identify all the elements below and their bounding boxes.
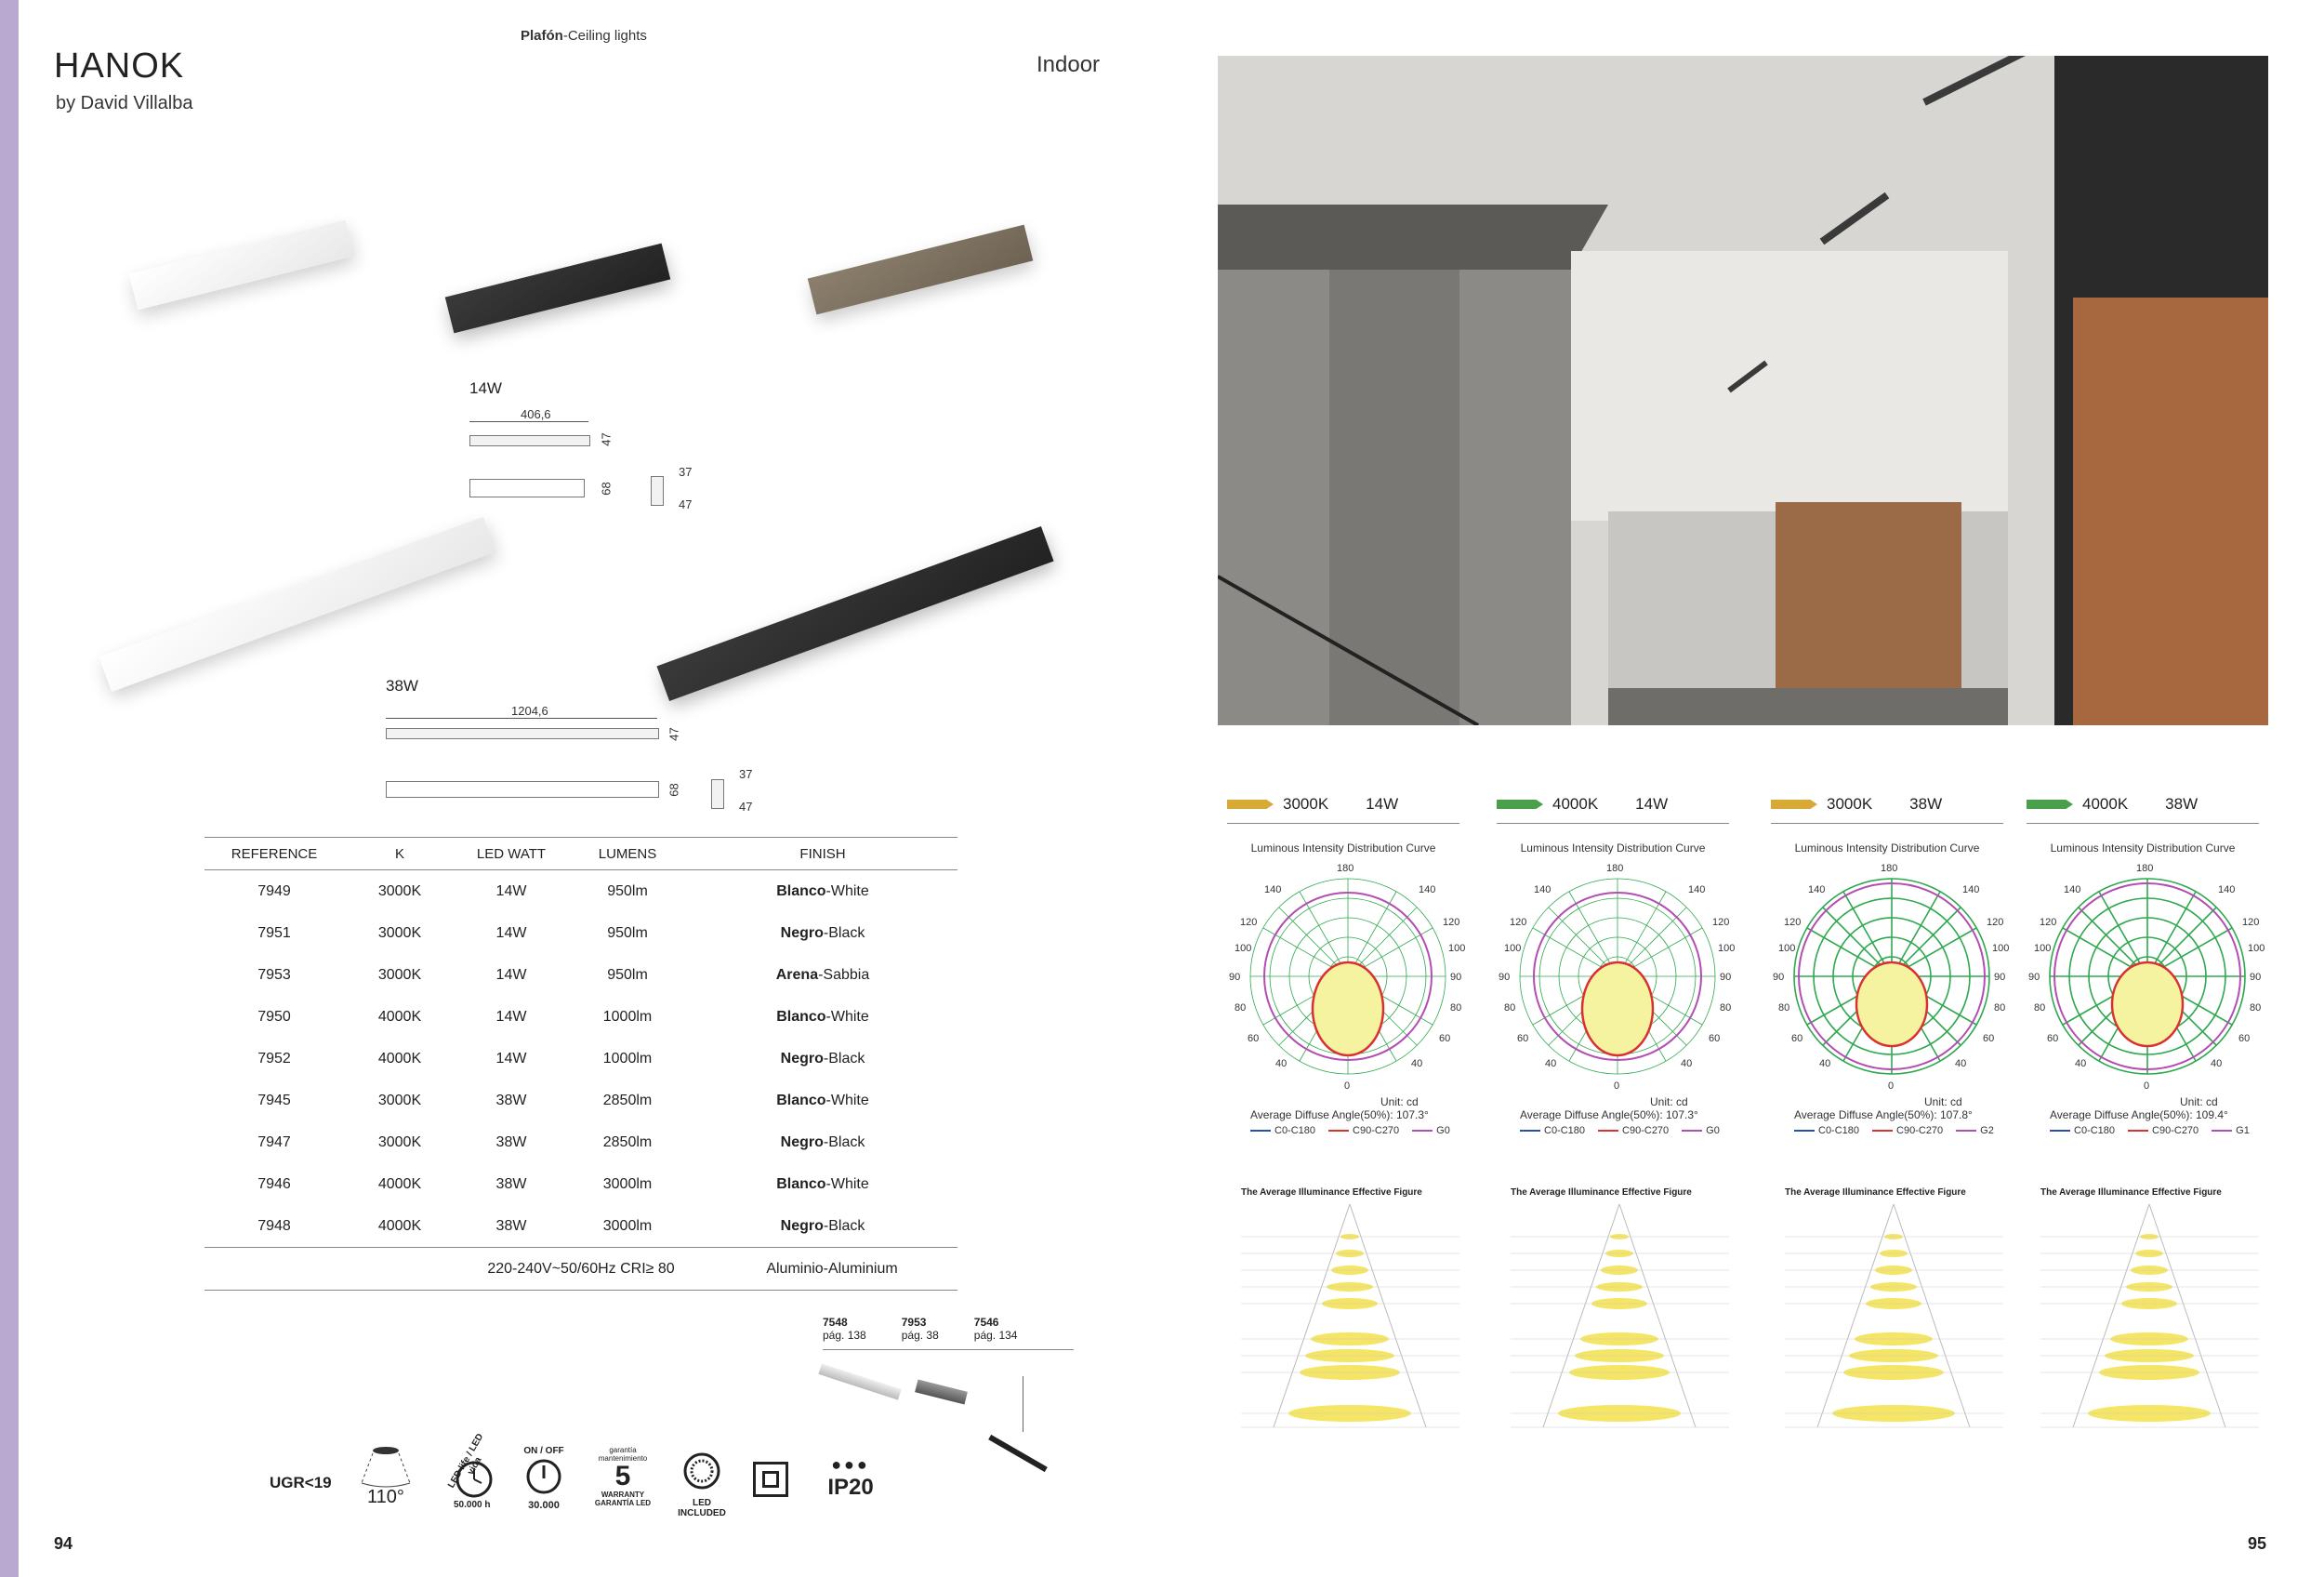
curve-title: Luminous Intensity Distribution Curve — [2050, 842, 2236, 855]
illuminance-figure — [1497, 1199, 1743, 1437]
class-ii-icon — [753, 1462, 788, 1497]
cell-finish: Negro-Black — [780, 1217, 865, 1234]
spec-header — [2027, 795, 2198, 814]
svg-text:0: 0 — [1344, 1080, 1351, 1092]
cell-reference: 7952 — [257, 1050, 291, 1067]
legend-item: C0-C180 — [1520, 1125, 1585, 1136]
svg-text:120: 120 — [1712, 917, 1730, 928]
illuminance-title: The Average Illuminance Effective Figure — [2040, 1187, 2222, 1198]
unit-label: Unit: cd — [1380, 1095, 1419, 1108]
drawing-38w-label: 38W — [386, 677, 418, 695]
cell-watt: 14W — [495, 882, 527, 899]
svg-text:40: 40 — [2211, 1058, 2223, 1069]
cell-watt: 38W — [495, 1133, 527, 1150]
page-number-right: 95 — [2248, 1534, 2267, 1553]
spec-header — [1771, 795, 1942, 814]
illuminance-figure — [1227, 1199, 1473, 1437]
cell-reference: 7947 — [257, 1133, 291, 1150]
svg-text:40: 40 — [2075, 1058, 2087, 1069]
cell-lumens: 3000lm — [602, 1175, 653, 1192]
curve-legend — [1250, 1125, 1450, 1136]
svg-text:100: 100 — [1504, 943, 1522, 954]
cell-watt: 14W — [495, 924, 527, 941]
curve-legend — [1794, 1125, 1994, 1136]
cell-watt: 38W — [495, 1217, 527, 1234]
svg-text:140: 140 — [2064, 884, 2081, 895]
curve-title: Luminous Intensity Distribution Curve — [1520, 842, 1706, 855]
cell-reference: 7945 — [257, 1092, 291, 1108]
svg-text:80: 80 — [1994, 1002, 2006, 1014]
legend-item: G1 — [2212, 1125, 2250, 1136]
related-item[interactable]: 7546 pág. 134 — [973, 1316, 1018, 1342]
cell-k: 4000K — [377, 1175, 422, 1192]
led-included-icon: LED INCLUDED — [669, 1449, 734, 1518]
svg-text:40: 40 — [1955, 1058, 1967, 1069]
cell-reference: 7949 — [257, 882, 291, 899]
spec-rule — [1497, 823, 1729, 824]
cell-lumens: 1000lm — [602, 1008, 653, 1025]
svg-text:120: 120 — [2242, 917, 2260, 928]
svg-text:0: 0 — [2144, 1080, 2150, 1092]
cell-k: 3000K — [377, 1092, 422, 1108]
cell-lumens: 950lm — [607, 966, 648, 983]
svg-text:120: 120 — [1987, 917, 2004, 928]
spec-header — [1227, 795, 1398, 814]
curve-legend — [2050, 1125, 2250, 1136]
average-angle: Average Diffuse Angle(50%): 107.8° — [1794, 1108, 1973, 1121]
cell-finish: Blanco-White — [776, 1175, 869, 1192]
spec-watt: 38W — [1909, 795, 1943, 813]
drawing-38w-side-w: 37 — [739, 767, 753, 781]
legend-item: C0-C180 — [2050, 1125, 2115, 1136]
svg-text:60: 60 — [2238, 1033, 2251, 1044]
led-life-icon: LED life / LED vida 50.000 h — [446, 1432, 491, 1510]
unit-label: Unit: cd — [2180, 1095, 2218, 1108]
svg-text:90: 90 — [1499, 972, 1511, 983]
cell-finish: Blanco-White — [776, 1092, 869, 1108]
svg-text:140: 140 — [1534, 884, 1552, 895]
related-image-7953 — [915, 1380, 968, 1405]
table-row — [205, 1080, 957, 1121]
drawing-14w-h1: 47 — [599, 432, 614, 446]
svg-text:80: 80 — [1504, 1002, 1516, 1014]
svg-text:100: 100 — [2034, 943, 2052, 954]
electrical-spec: 220-240V~50/60Hz CRI≥ 80 — [487, 1260, 675, 1277]
cell-finish: Blanco-White — [776, 1008, 869, 1025]
product-image-sand-small — [808, 225, 1034, 315]
cell-reference: 7951 — [257, 924, 291, 941]
category-label: Plafón-Ceiling lights — [521, 28, 647, 44]
page-number-left: 94 — [54, 1534, 73, 1553]
table-header — [205, 838, 957, 869]
illuminance-title: The Average Illuminance Effective Figure — [1511, 1187, 1692, 1198]
svg-text:180: 180 — [1337, 863, 1354, 874]
cell-lumens: 3000lm — [602, 1217, 653, 1234]
legend-item: G0 — [1682, 1125, 1720, 1136]
product-image-black-small — [445, 244, 671, 334]
svg-text:40: 40 — [1411, 1058, 1423, 1069]
curve-title: Luminous Intensity Distribution Curve — [1794, 842, 1980, 855]
header-finish: FINISH — [799, 845, 846, 862]
cell-finish: Blanco-White — [776, 882, 869, 899]
product-image-white-small — [129, 220, 355, 311]
table-row — [205, 1205, 957, 1247]
color-temperature-arrow — [1227, 800, 1274, 809]
cell-k: 3000K — [377, 924, 422, 941]
related-item[interactable]: 7548 pág. 138 — [823, 1316, 866, 1342]
ugr-label: UGR<19 — [270, 1474, 332, 1491]
svg-text:120: 120 — [1510, 917, 1527, 928]
cell-k: 4000K — [377, 1050, 422, 1067]
cell-lumens: 2850lm — [602, 1133, 653, 1150]
spec-kelvin: 4000K — [1552, 795, 1599, 813]
cell-lumens: 1000lm — [602, 1050, 653, 1067]
average-angle: Average Diffuse Angle(50%): 107.3° — [1250, 1108, 1429, 1121]
svg-text:40: 40 — [1545, 1058, 1557, 1069]
spec-rule — [1227, 823, 1459, 824]
table-row — [205, 912, 957, 954]
svg-text:60: 60 — [2047, 1033, 2059, 1044]
color-temperature-arrow — [2027, 800, 2073, 809]
svg-text:140: 140 — [2218, 884, 2236, 895]
svg-text:60: 60 — [1983, 1033, 1995, 1044]
cell-watt: 14W — [495, 1050, 527, 1067]
drawing-38w-side — [711, 779, 724, 809]
curve-legend — [1520, 1125, 1720, 1136]
on-off-icon: ON / OFF 30.000 — [523, 1446, 564, 1511]
polar-curve-chart — [2027, 860, 2268, 1093]
spec-rule — [2027, 823, 2259, 824]
svg-text:180: 180 — [1606, 863, 1624, 874]
legend-item: C90-C270 — [1598, 1125, 1669, 1136]
svg-text:100: 100 — [1448, 943, 1466, 954]
curve-title: Luminous Intensity Distribution Curve — [1250, 842, 1436, 855]
product-image-white-large — [99, 517, 495, 692]
spec-watt: 14W — [1366, 795, 1399, 813]
svg-text:40: 40 — [1819, 1058, 1831, 1069]
drawing-14w-side — [651, 476, 664, 506]
average-angle: Average Diffuse Angle(50%): 109.4° — [2050, 1108, 2228, 1121]
drawing-38w-side-h: 47 — [739, 800, 753, 814]
svg-text:100: 100 — [1778, 943, 1796, 954]
svg-text:90: 90 — [1720, 972, 1732, 983]
table-body — [205, 870, 957, 1247]
average-angle: Average Diffuse Angle(50%): 107.3° — [1520, 1108, 1698, 1121]
spec-kelvin: 3000K — [1827, 795, 1873, 813]
svg-text:90: 90 — [2028, 972, 2040, 983]
dimension-line — [386, 718, 657, 719]
table-row — [205, 870, 957, 912]
drawing-38w-length: 1204,6 — [511, 704, 548, 718]
table-row — [205, 1038, 957, 1080]
svg-text:100: 100 — [2248, 943, 2265, 954]
table-row — [205, 1121, 957, 1163]
legend-item: C90-C270 — [1872, 1125, 1943, 1136]
svg-text:90: 90 — [1450, 972, 1462, 983]
svg-text:60: 60 — [1439, 1033, 1451, 1044]
header-lumens: LUMENS — [598, 845, 657, 862]
svg-text:60: 60 — [1248, 1033, 1260, 1044]
drawing-38w-h1: 47 — [667, 727, 681, 741]
warranty-icon: garantía mantenimiento 5 WARRANTY GARANTÍA LED — [594, 1446, 652, 1507]
table-row — [205, 1163, 957, 1205]
cell-k: 4000K — [377, 1217, 422, 1234]
legend-item: C0-C180 — [1794, 1125, 1859, 1136]
svg-text:120: 120 — [1240, 917, 1258, 928]
beam-angle-icon: 110° — [358, 1446, 414, 1508]
legend-item: G2 — [1956, 1125, 1994, 1136]
drawing-14w-front — [469, 435, 590, 446]
spec-kelvin: 4000K — [2082, 795, 2129, 813]
cell-k: 3000K — [377, 1133, 422, 1150]
interior-photo — [1218, 56, 2268, 725]
spec-watt: 38W — [2165, 795, 2199, 813]
product-image-black-large — [656, 526, 1053, 701]
svg-text:80: 80 — [1778, 1002, 1790, 1014]
related-item[interactable]: 7953 pág. 38 — [901, 1316, 939, 1342]
svg-text:40: 40 — [1275, 1058, 1287, 1069]
cell-k: 3000K — [377, 966, 422, 983]
svg-text:0: 0 — [1614, 1080, 1620, 1092]
cell-lumens: 950lm — [607, 924, 648, 941]
indoor-label: Indoor — [1037, 52, 1101, 77]
drawing-14w-side-w: 37 — [679, 465, 693, 479]
svg-text:120: 120 — [1443, 917, 1460, 928]
cell-k: 3000K — [377, 882, 422, 899]
table-row — [205, 996, 957, 1038]
header-led-watt: LED WATT — [476, 845, 547, 862]
svg-text:140: 140 — [1264, 884, 1282, 895]
legend-item: C90-C270 — [1328, 1125, 1399, 1136]
cell-lumens: 950lm — [607, 882, 648, 899]
svg-text:140: 140 — [1688, 884, 1706, 895]
drawing-38w-h2: 68 — [667, 783, 681, 797]
svg-text:40: 40 — [1681, 1058, 1693, 1069]
cell-lumens: 2850lm — [602, 1092, 653, 1108]
svg-text:120: 120 — [1784, 917, 1802, 928]
product-title: HANOK — [54, 46, 185, 86]
cell-watt: 38W — [495, 1175, 527, 1192]
color-temperature-arrow — [1497, 800, 1543, 809]
svg-text:90: 90 — [1773, 972, 1785, 983]
legend-item: C0-C180 — [1250, 1125, 1315, 1136]
unit-label: Unit: cd — [1924, 1095, 1962, 1108]
illuminance-figure — [2027, 1199, 2273, 1437]
spec-kelvin: 3000K — [1283, 795, 1329, 813]
svg-text:80: 80 — [2250, 1002, 2262, 1014]
illuminance-title: The Average Illuminance Effective Figure — [1241, 1187, 1422, 1198]
polar-curve-chart — [1771, 860, 2013, 1093]
spec-rule — [1771, 823, 2003, 824]
svg-text:0: 0 — [1888, 1080, 1895, 1092]
spec-header — [1497, 795, 1668, 814]
svg-text:140: 140 — [1962, 884, 1980, 895]
cell-finish: Negro-Black — [780, 924, 865, 941]
svg-text:100: 100 — [1235, 943, 1252, 954]
drawing-38w-front — [386, 728, 659, 739]
legend-item: G0 — [1412, 1125, 1450, 1136]
svg-text:90: 90 — [2250, 972, 2262, 983]
cell-reference: 7953 — [257, 966, 291, 983]
cell-finish: Arena-Sabbia — [775, 966, 870, 983]
drawing-14w-label: 14W — [469, 379, 502, 397]
color-temperature-arrow — [1771, 800, 1817, 809]
svg-text:100: 100 — [1718, 943, 1736, 954]
unit-label: Unit: cd — [1650, 1095, 1688, 1108]
cell-watt: 38W — [495, 1092, 527, 1108]
svg-text:90: 90 — [1994, 972, 2006, 983]
related-image-7548 — [818, 1363, 901, 1399]
cell-k: 4000K — [377, 1008, 422, 1025]
polar-curve-chart — [1497, 860, 1738, 1093]
header-reference: REFERENCE — [231, 845, 318, 862]
svg-text:80: 80 — [2034, 1002, 2046, 1014]
footer-finish: Aluminio-Aluminium — [766, 1260, 898, 1277]
svg-text:100: 100 — [1992, 943, 2010, 954]
designer-name: by David Villalba — [56, 93, 193, 113]
related-image-7546 — [988, 1435, 1048, 1472]
svg-text:60: 60 — [1791, 1033, 1803, 1044]
cell-watt: 14W — [495, 1008, 527, 1025]
spec-watt: 14W — [1635, 795, 1669, 813]
table-row — [205, 954, 957, 996]
table-footer — [205, 1248, 957, 1290]
cell-finish: Negro-Black — [780, 1133, 865, 1150]
illuminance-title: The Average Illuminance Effective Figure — [1785, 1187, 1966, 1198]
svg-text:80: 80 — [1235, 1002, 1247, 1014]
drawing-14w-length: 406,6 — [521, 407, 551, 421]
drawing-14w-top — [469, 479, 585, 497]
svg-text:90: 90 — [1229, 972, 1241, 983]
drawing-14w-side-h: 47 — [679, 497, 693, 511]
svg-text:60: 60 — [1517, 1033, 1529, 1044]
cell-reference: 7946 — [257, 1175, 291, 1192]
svg-text:80: 80 — [1720, 1002, 1732, 1014]
drawing-38w-top — [386, 781, 659, 798]
svg-text:180: 180 — [1881, 863, 1898, 874]
side-stripe — [0, 0, 19, 1577]
svg-text:120: 120 — [2040, 917, 2057, 928]
drawing-14w-h2: 68 — [599, 482, 614, 496]
reference-table — [205, 837, 957, 1291]
legend-item: C90-C270 — [2128, 1125, 2199, 1136]
table-rule — [205, 1290, 957, 1291]
cell-watt: 14W — [495, 966, 527, 983]
cell-finish: Negro-Black — [780, 1050, 865, 1067]
illuminance-figure — [1771, 1199, 2017, 1437]
svg-text:80: 80 — [1450, 1002, 1462, 1014]
svg-text:140: 140 — [1808, 884, 1826, 895]
header-k: K — [394, 845, 404, 862]
related-products — [823, 1316, 1074, 1350]
polar-curve-chart — [1227, 860, 1469, 1093]
svg-text:60: 60 — [1709, 1033, 1721, 1044]
svg-text:140: 140 — [1419, 884, 1436, 895]
dimension-line — [469, 421, 588, 422]
ip-rating-icon: ●●● IP20 — [827, 1455, 874, 1500]
cell-reference: 7948 — [257, 1217, 291, 1234]
cell-reference: 7950 — [257, 1008, 291, 1025]
svg-text:180: 180 — [2136, 863, 2154, 874]
